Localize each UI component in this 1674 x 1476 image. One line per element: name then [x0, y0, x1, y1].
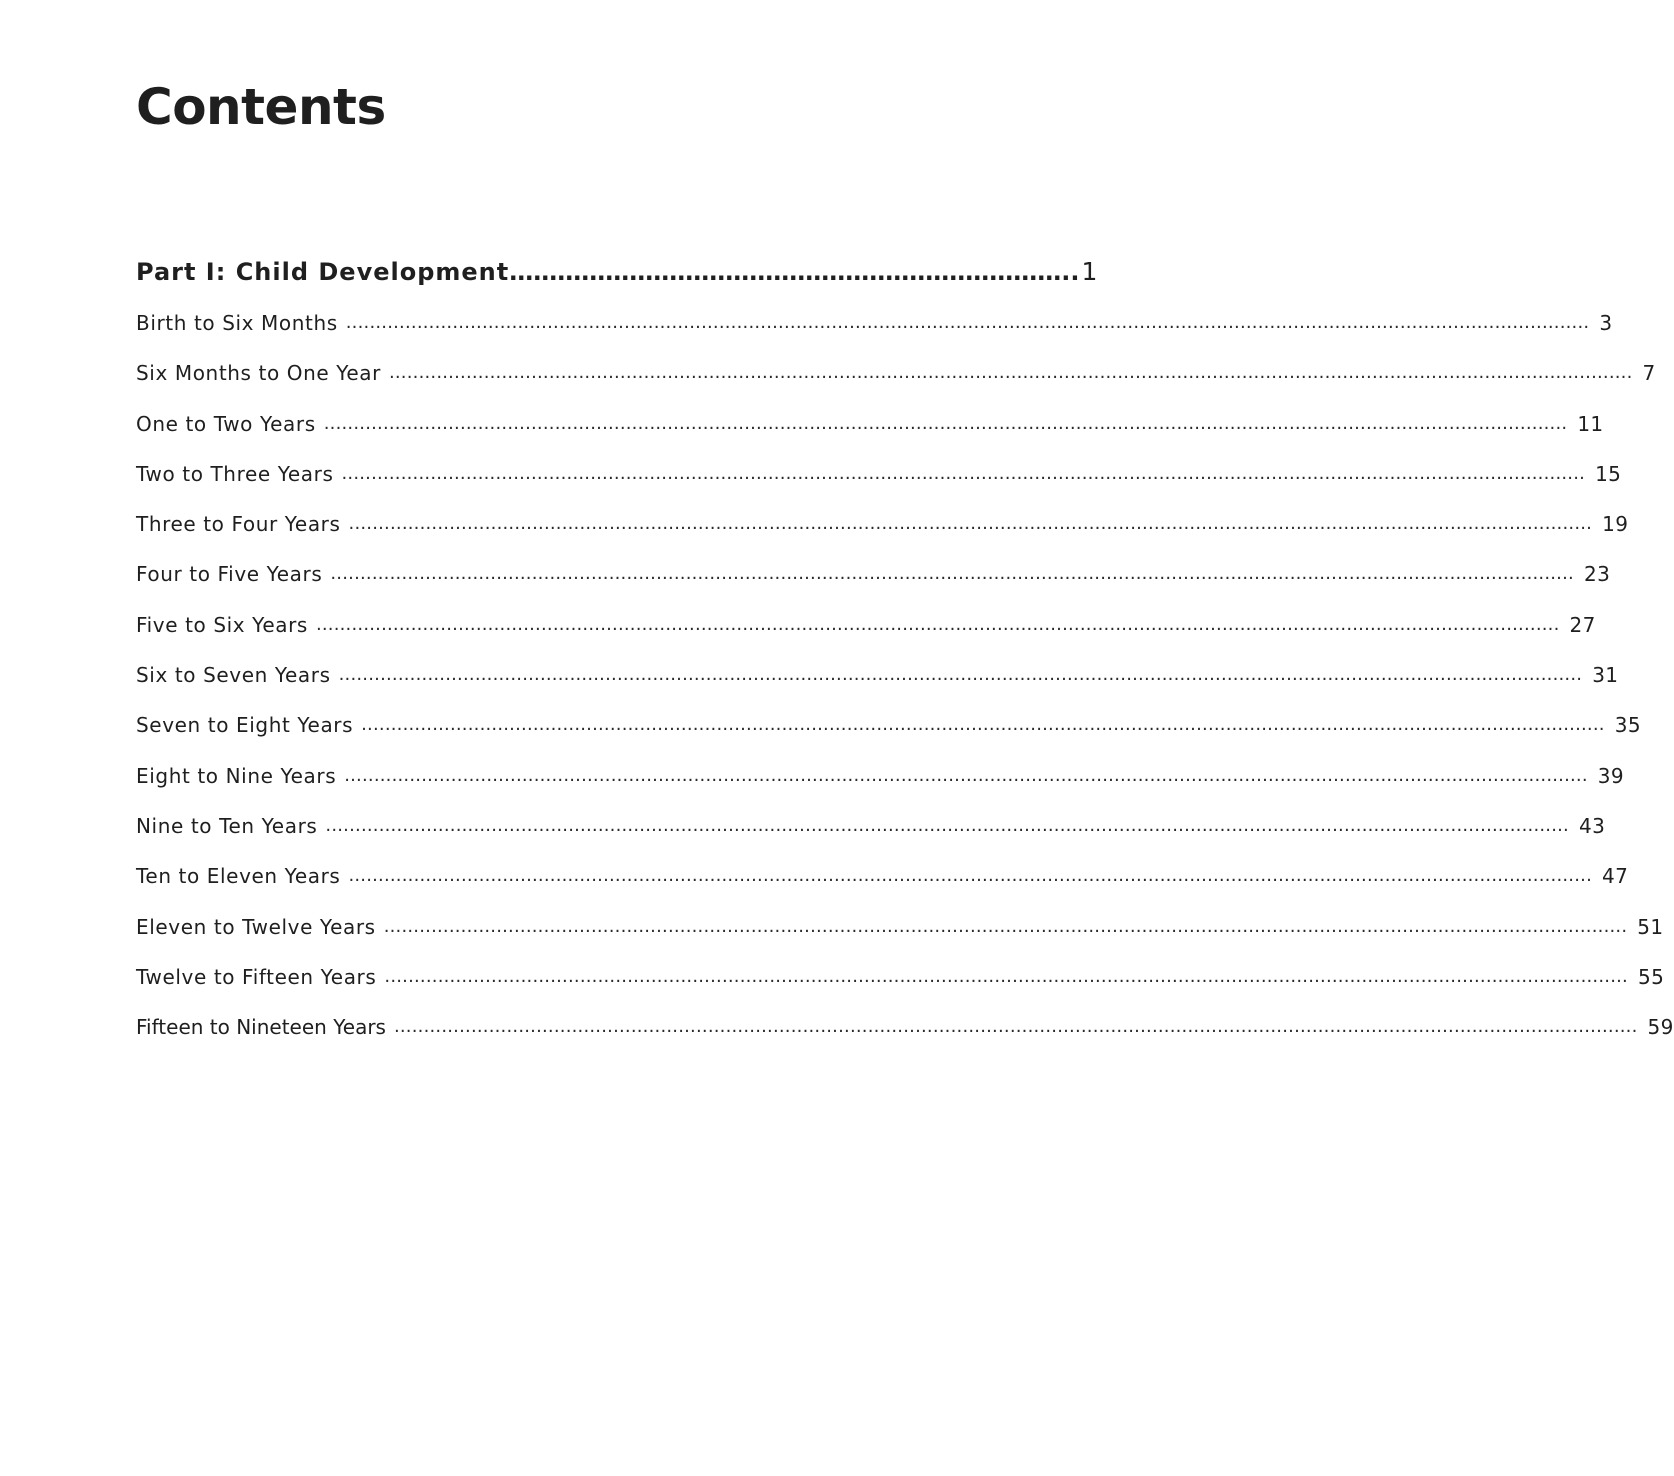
toc-entry[interactable] — [136, 1010, 1674, 1060]
toc-entry-leader: .................................................................................................................................................................................................................. — [348, 513, 1593, 535]
toc-entry-leader: .................................................................................................................................................................................................................. — [388, 362, 1633, 384]
part-page-number: 1 — [1081, 257, 1098, 286]
toc-entry-leader: .................................................................................................................................................................................................................. — [341, 462, 1586, 484]
toc-entry[interactable] — [136, 407, 1604, 457]
toc-entry-label: Eight to Nine Years — [136, 763, 337, 788]
toc-entry-page: 11 — [1577, 411, 1604, 436]
part-label: Part I: Child Development — [136, 258, 510, 286]
toc-entry-label: Nine to Ten Years — [136, 813, 318, 838]
toc-entry-page: 55 — [1637, 964, 1665, 989]
toc-entry-leader: .................................................................................................................................................................................................................. — [323, 412, 1568, 434]
toc-entry-page: 43 — [1578, 813, 1606, 838]
toc-entry[interactable] — [136, 910, 1664, 960]
toc-entry-label: Three to Four Years — [136, 512, 341, 537]
toc-entry[interactable] — [136, 608, 1596, 658]
toc-entry-leader: .................................................................................................................................................................................................................. — [325, 814, 1569, 836]
toc-entry[interactable] — [136, 859, 1629, 909]
toc-entry-page: 51 — [1637, 914, 1664, 939]
toc-entry-label: Fifteen to Nineteen Years — [136, 1015, 386, 1040]
toc-entry-page: 7 — [1642, 361, 1656, 386]
toc-entry-page: 23 — [1583, 562, 1611, 587]
toc-entry[interactable] — [136, 507, 1629, 557]
toc-entry[interactable] — [136, 356, 1656, 406]
toc-part-heading[interactable] — [136, 254, 1098, 290]
toc-entry[interactable] — [136, 457, 1622, 507]
toc-entry[interactable] — [136, 759, 1625, 809]
toc-entry-leader: .................................................................................................................................................................................................................. — [384, 965, 1628, 987]
toc-entry-leader: .................................................................................................................................................................................................................. — [361, 714, 1605, 736]
toc-entry-page: 39 — [1597, 763, 1625, 788]
toc-entry-page: 15 — [1595, 461, 1622, 486]
toc-entry-page: 19 — [1602, 512, 1629, 537]
toc-entry-label: Eleven to Twelve Years — [136, 914, 376, 939]
toc-entry-leader: .................................................................................................................................................................................................................. — [338, 664, 1583, 686]
toc-entry-page: 27 — [1569, 612, 1596, 637]
toc-entry-label: Six to Seven Years — [136, 663, 331, 688]
toc-entry-leader: .................................................................................................................................................................................................................. — [315, 613, 1560, 635]
toc-entry-leader: .................................................................................................................................................................................................................. — [383, 915, 1628, 937]
toc-entry-page: 35 — [1614, 713, 1641, 738]
toc-entry[interactable] — [136, 809, 1606, 859]
toc-entry-page: 47 — [1602, 864, 1629, 889]
toc-entry[interactable] — [136, 708, 1641, 758]
toc-entry-label: Seven to Eight Years — [136, 713, 354, 738]
toc-entry[interactable] — [136, 557, 1611, 607]
toc-entry-label: Four to Five Years — [136, 562, 323, 587]
part-leader-dots: …………………………………………………………….. — [509, 258, 1080, 286]
toc-entry-label: Birth to Six Months — [136, 311, 338, 335]
toc-entry-leader: .................................................................................................................................................................................................................. — [344, 764, 1588, 786]
toc-entry-label: One to Two Years — [136, 411, 316, 436]
toc-entry-label: Twelve to Fifteen Years — [136, 964, 377, 989]
toc-entry[interactable] — [136, 306, 1613, 356]
toc-entry-label: Five to Six Years — [136, 612, 308, 637]
toc-entry-label: Two to Three Years — [136, 461, 334, 486]
toc-entry-page: 31 — [1592, 663, 1619, 688]
toc-entry-leader: .................................................................................................................................................................................................................. — [393, 1016, 1638, 1038]
toc-entry-page: 59 — [1647, 1015, 1674, 1040]
toc-entry-leader: .................................................................................................................................................................................................................. — [345, 312, 1590, 333]
toc-entry-label: Six Months to One Year — [136, 361, 381, 386]
toc-entry-leader: .................................................................................................................................................................................................................. — [330, 563, 1574, 585]
toc-entry[interactable] — [136, 960, 1665, 1010]
page-title: Contents — [136, 78, 386, 136]
toc-entry-leader: .................................................................................................................................................................................................................. — [348, 865, 1592, 887]
toc-list — [136, 306, 1674, 1060]
toc-entry[interactable] — [136, 658, 1619, 708]
toc-entry-page: 3 — [1599, 311, 1613, 335]
toc-entry-label: Ten to Eleven Years — [136, 864, 341, 889]
